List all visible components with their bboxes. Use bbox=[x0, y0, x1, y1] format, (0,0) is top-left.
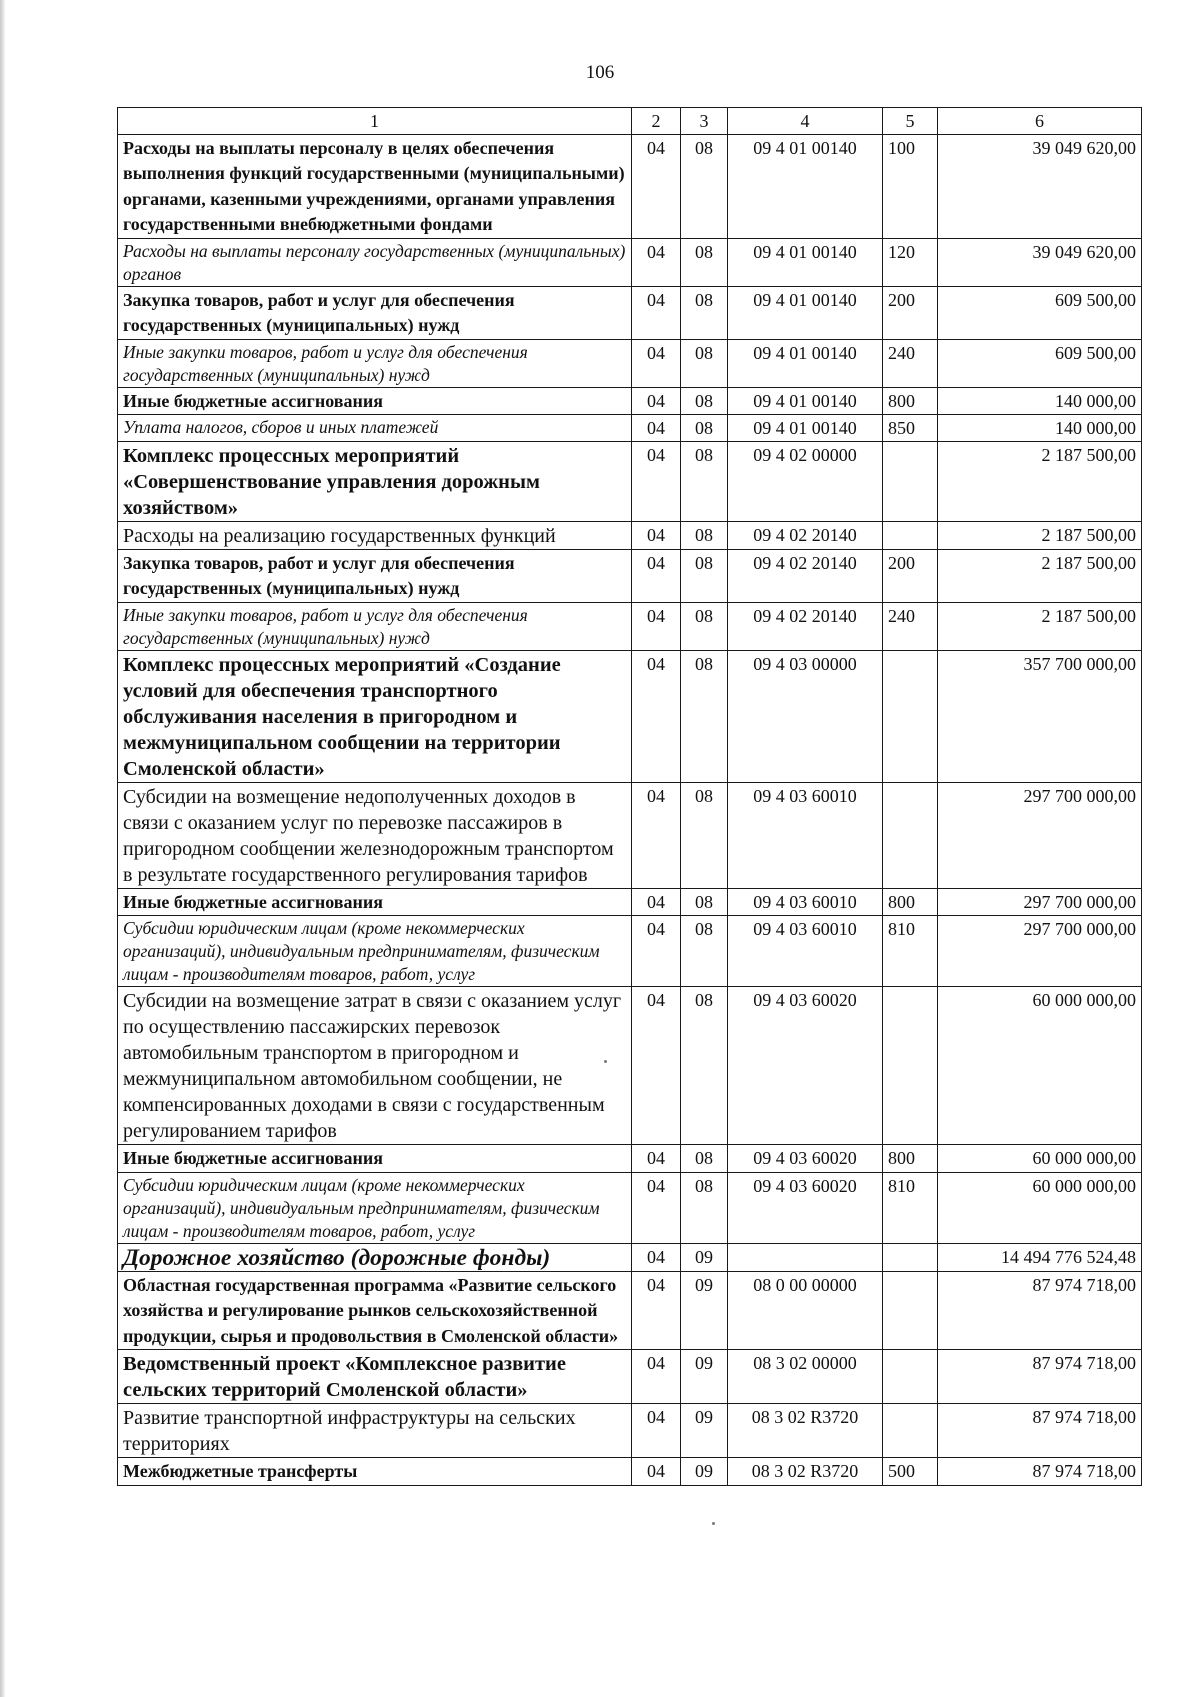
row-expense-type: 200 bbox=[883, 549, 938, 602]
scan-speck bbox=[712, 1522, 715, 1525]
row-expense-type: 200 bbox=[883, 286, 938, 339]
row-expense-type: 850 bbox=[883, 415, 938, 442]
row-name: Субсидии на возмещение недополученных доходов в связи с оказанием услуг по перевозке пассажиров в пригородном сообщении железнодорожным транспортом в результате государственного регулирования тарифов bbox=[118, 782, 632, 888]
row-subsection: 08 bbox=[681, 1172, 728, 1243]
row-section: 04 bbox=[632, 238, 681, 286]
row-subsection: 08 bbox=[681, 339, 728, 387]
row-section: 04 bbox=[632, 286, 681, 339]
table-row bbox=[118, 387, 1142, 415]
row-amount: 2 187 500,00 bbox=[938, 521, 1142, 549]
row-amount: 87 974 718,00 bbox=[938, 1458, 1142, 1486]
row-name: Областная государственная программа «Развитие сельского хозяйства и регулирование рынков сельскохозяйственной продукции, сырья и продовольствия в Смоленской области» bbox=[118, 1271, 632, 1350]
row-section: 04 bbox=[632, 1172, 681, 1243]
row-section: 04 bbox=[632, 387, 681, 415]
row-expense-type: 800 bbox=[883, 888, 938, 916]
row-target-code: 09 4 02 00000 bbox=[728, 441, 883, 521]
row-amount: 609 500,00 bbox=[938, 286, 1142, 339]
budget-table-body bbox=[118, 108, 1142, 1486]
row-amount: 39 049 620,00 bbox=[938, 238, 1142, 286]
header-cell-1: 1 bbox=[118, 108, 632, 135]
row-target-code: 09 4 01 00140 bbox=[728, 134, 883, 238]
row-name: Расходы на реализацию государственных функций bbox=[118, 521, 632, 549]
row-target-code: 09 4 01 00140 bbox=[728, 339, 883, 387]
row-amount: 140 000,00 bbox=[938, 415, 1142, 442]
row-expense-type bbox=[883, 782, 938, 888]
row-expense-type bbox=[883, 650, 938, 782]
row-name: Закупка товаров, работ и услуг для обеспечения государственных (муниципальных) нужд bbox=[118, 286, 632, 339]
row-subsection: 09 bbox=[681, 1271, 728, 1350]
table-row bbox=[118, 1172, 1142, 1243]
row-expense-type: 800 bbox=[883, 1145, 938, 1173]
header-row bbox=[118, 108, 1142, 135]
row-target-code: 09 4 03 60020 bbox=[728, 1172, 883, 1243]
row-section: 04 bbox=[632, 339, 681, 387]
row-subsection: 08 bbox=[681, 549, 728, 602]
row-name: Уплата налогов, сборов и иных платежей bbox=[118, 415, 632, 442]
row-subsection: 08 bbox=[681, 286, 728, 339]
row-expense-type: 800 bbox=[883, 387, 938, 415]
row-target-code bbox=[728, 1243, 883, 1271]
row-section: 04 bbox=[632, 650, 681, 782]
row-section: 04 bbox=[632, 1350, 681, 1404]
row-target-code: 08 3 02 R3720 bbox=[728, 1404, 883, 1458]
table-row bbox=[118, 521, 1142, 549]
header-cell-4: 4 bbox=[728, 108, 883, 135]
row-subsection: 08 bbox=[681, 650, 728, 782]
row-amount: 297 700 000,00 bbox=[938, 888, 1142, 916]
row-name: Субсидии юридическим лицам (кроме некоммерческих организаций), индивидуальным предпринимателям, физическим лицам - производителям товаров, работ, услуг bbox=[118, 1172, 632, 1243]
table-row bbox=[118, 549, 1142, 602]
row-name: Иные закупки товаров, работ и услуг для обеспечения государственных (муниципальных) нужд bbox=[118, 339, 632, 387]
row-name: Субсидии юридическим лицам (кроме некоммерческих организаций), индивидуальным предпринимателям, физическим лицам - производителям товаров, работ, услуг bbox=[118, 916, 632, 987]
scan-speck bbox=[604, 1060, 607, 1063]
table-row bbox=[118, 415, 1142, 442]
row-section: 04 bbox=[632, 1458, 681, 1486]
row-subsection: 08 bbox=[681, 782, 728, 888]
row-expense-type: 240 bbox=[883, 339, 938, 387]
row-amount: 60 000 000,00 bbox=[938, 1145, 1142, 1173]
row-name: Межбюджетные трансферты bbox=[118, 1458, 632, 1486]
row-expense-type bbox=[883, 987, 938, 1145]
row-amount: 297 700 000,00 bbox=[938, 916, 1142, 987]
row-amount: 87 974 718,00 bbox=[938, 1404, 1142, 1458]
row-name: Расходы на выплаты персоналу государственных (муниципальных) органов bbox=[118, 238, 632, 286]
row-name: Иные бюджетные ассигнования bbox=[118, 1145, 632, 1173]
row-target-code: 09 4 02 20140 bbox=[728, 521, 883, 549]
row-subsection: 08 bbox=[681, 415, 728, 442]
row-name: Иные бюджетные ассигнования bbox=[118, 387, 632, 415]
table-row bbox=[118, 602, 1142, 650]
row-section: 04 bbox=[632, 134, 681, 238]
table-row bbox=[118, 782, 1142, 888]
row-subsection: 08 bbox=[681, 521, 728, 549]
scan-edge bbox=[0, 0, 5, 1697]
row-expense-type: 100 bbox=[883, 134, 938, 238]
row-expense-type bbox=[883, 441, 938, 521]
row-section: 04 bbox=[632, 521, 681, 549]
page-number: 106 bbox=[585, 62, 615, 83]
row-name: Комплекс процессных мероприятий «Совершенствование управления дорожным хозяйством» bbox=[118, 441, 632, 521]
row-target-code: 08 3 02 R3720 bbox=[728, 1458, 883, 1486]
row-expense-type: 240 bbox=[883, 602, 938, 650]
row-expense-type bbox=[883, 1350, 938, 1404]
row-section: 04 bbox=[632, 987, 681, 1145]
table-row bbox=[118, 916, 1142, 987]
row-subsection: 09 bbox=[681, 1350, 728, 1404]
table-row bbox=[118, 1458, 1142, 1486]
row-name: Ведомственный проект «Комплексное развитие сельских территорий Смоленской области» bbox=[118, 1350, 632, 1404]
row-expense-type: 500 bbox=[883, 1458, 938, 1486]
row-section: 04 bbox=[632, 1271, 681, 1350]
row-amount: 357 700 000,00 bbox=[938, 650, 1142, 782]
header-cell-2: 2 bbox=[632, 108, 681, 135]
row-subsection: 08 bbox=[681, 1145, 728, 1173]
row-name: Иные бюджетные ассигнования bbox=[118, 888, 632, 916]
row-target-code: 09 4 03 00000 bbox=[728, 650, 883, 782]
header-cell-6: 6 bbox=[938, 108, 1142, 135]
table-row bbox=[118, 339, 1142, 387]
row-amount: 14 494 776 524,48 bbox=[938, 1243, 1142, 1271]
row-target-code: 09 4 03 60010 bbox=[728, 888, 883, 916]
row-expense-type bbox=[883, 521, 938, 549]
row-name: Закупка товаров, работ и услуг для обеспечения государственных (муниципальных) нужд bbox=[118, 549, 632, 602]
row-amount: 39 049 620,00 bbox=[938, 134, 1142, 238]
row-section: 04 bbox=[632, 415, 681, 442]
row-amount: 87 974 718,00 bbox=[938, 1350, 1142, 1404]
row-amount: 60 000 000,00 bbox=[938, 987, 1142, 1145]
row-name: Комплекс процессных мероприятий «Создание условий для обеспечения транспортного обслуживания населения в пригородном и межмуниципальном сообщении на территории Смоленской области» bbox=[118, 650, 632, 782]
row-expense-type bbox=[883, 1271, 938, 1350]
row-target-code: 08 0 00 00000 bbox=[728, 1271, 883, 1350]
row-target-code: 09 4 03 60020 bbox=[728, 987, 883, 1145]
row-section: 04 bbox=[632, 888, 681, 916]
row-section: 04 bbox=[632, 602, 681, 650]
table-row bbox=[118, 286, 1142, 339]
row-target-code: 09 4 03 60010 bbox=[728, 916, 883, 987]
row-target-code: 09 4 01 00140 bbox=[728, 415, 883, 442]
row-subsection: 08 bbox=[681, 888, 728, 916]
row-target-code: 09 4 01 00140 bbox=[728, 387, 883, 415]
row-section: 04 bbox=[632, 782, 681, 888]
row-amount: 2 187 500,00 bbox=[938, 602, 1142, 650]
budget-table bbox=[117, 107, 1142, 1486]
row-subsection: 08 bbox=[681, 238, 728, 286]
table-row bbox=[118, 441, 1142, 521]
row-expense-type: 810 bbox=[883, 916, 938, 987]
row-amount: 87 974 718,00 bbox=[938, 1271, 1142, 1350]
row-expense-type: 810 bbox=[883, 1172, 938, 1243]
row-target-code: 09 4 01 00140 bbox=[728, 286, 883, 339]
row-subsection: 08 bbox=[681, 916, 728, 987]
row-expense-type bbox=[883, 1243, 938, 1271]
row-expense-type: 120 bbox=[883, 238, 938, 286]
table-row bbox=[118, 1145, 1142, 1173]
table-row bbox=[118, 987, 1142, 1145]
header-cell-5: 5 bbox=[883, 108, 938, 135]
row-subsection: 08 bbox=[681, 602, 728, 650]
row-amount: 2 187 500,00 bbox=[938, 549, 1142, 602]
row-target-code: 09 4 01 00140 bbox=[728, 238, 883, 286]
row-subsection: 09 bbox=[681, 1458, 728, 1486]
row-target-code: 09 4 03 60010 bbox=[728, 782, 883, 888]
row-name: Развитие транспортной инфраструктуры на сельских территориях bbox=[118, 1404, 632, 1458]
row-subsection: 08 bbox=[681, 387, 728, 415]
row-section: 04 bbox=[632, 549, 681, 602]
row-target-code: 09 4 03 60020 bbox=[728, 1145, 883, 1173]
row-section: 04 bbox=[632, 441, 681, 521]
table-row bbox=[118, 238, 1142, 286]
row-name: Дорожное хозяйство (дорожные фонды) bbox=[118, 1243, 632, 1271]
table-row bbox=[118, 888, 1142, 916]
row-amount: 2 187 500,00 bbox=[938, 441, 1142, 521]
table-row bbox=[118, 1271, 1142, 1350]
row-subsection: 09 bbox=[681, 1404, 728, 1458]
row-amount: 140 000,00 bbox=[938, 387, 1142, 415]
row-section: 04 bbox=[632, 1404, 681, 1458]
row-amount: 297 700 000,00 bbox=[938, 782, 1142, 888]
row-section: 04 bbox=[632, 1145, 681, 1173]
table-row bbox=[118, 1350, 1142, 1404]
row-subsection: 08 bbox=[681, 441, 728, 521]
row-subsection: 09 bbox=[681, 1243, 728, 1271]
row-name: Субсидии на возмещение затрат в связи с оказанием услуг по осуществлению пассажирских перевозок автомобильным транспортом в пригородном и межмуниципальном автомобильном сообщении, не компенсированных доходами в связи с государственным регулированием тарифов bbox=[118, 987, 632, 1145]
row-amount: 60 000 000,00 bbox=[938, 1172, 1142, 1243]
row-name: Расходы на выплаты персоналу в целях обеспечения выполнения функций государственными (муниципальными) органами, казенными учреждениями, органами управления государственными внебюджетными фондами bbox=[118, 134, 632, 238]
table-row bbox=[118, 1243, 1142, 1271]
row-subsection: 08 bbox=[681, 134, 728, 238]
row-amount: 609 500,00 bbox=[938, 339, 1142, 387]
row-name: Иные закупки товаров, работ и услуг для обеспечения государственных (муниципальных) нужд bbox=[118, 602, 632, 650]
header-cell-3: 3 bbox=[681, 108, 728, 135]
table-row bbox=[118, 134, 1142, 238]
row-section: 04 bbox=[632, 916, 681, 987]
row-target-code: 09 4 02 20140 bbox=[728, 602, 883, 650]
row-section: 04 bbox=[632, 1243, 681, 1271]
row-target-code: 09 4 02 20140 bbox=[728, 549, 883, 602]
table-row bbox=[118, 1404, 1142, 1458]
table-row bbox=[118, 650, 1142, 782]
row-expense-type bbox=[883, 1404, 938, 1458]
row-subsection: 08 bbox=[681, 987, 728, 1145]
row-target-code: 08 3 02 00000 bbox=[728, 1350, 883, 1404]
